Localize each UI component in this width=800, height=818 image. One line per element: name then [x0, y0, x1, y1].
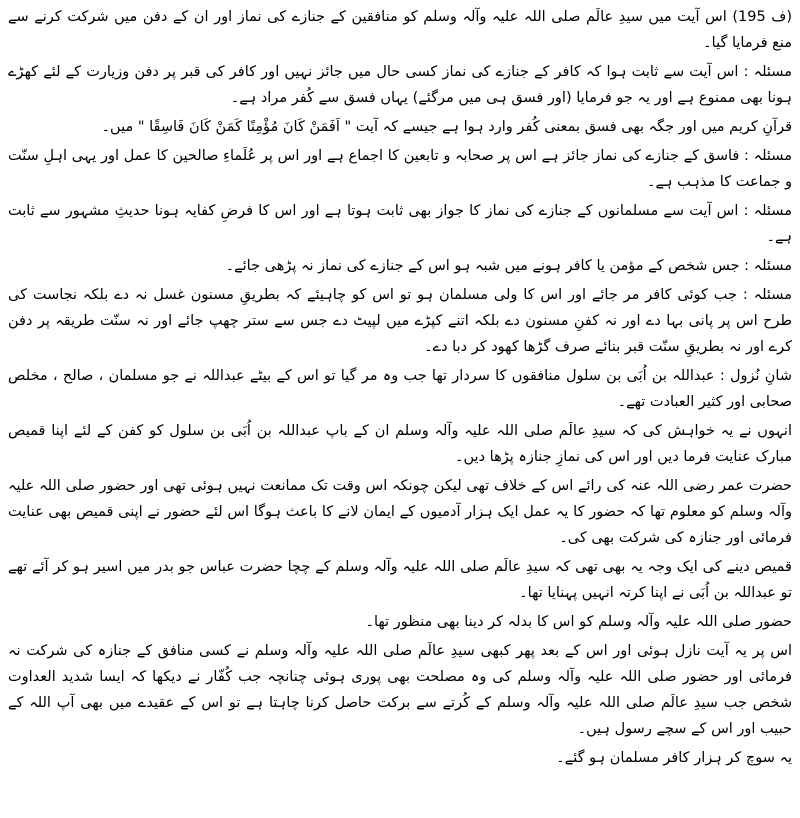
paragraph-masala-kafir-wali: مسئلہ : جب کوئی کافر مر جائے اور اس کا ولی مسلمان ہو تو اس کو چاہیئے کہ بطریقِ مسنون غسل نہ دے بلکہ نجاست کی طرح اس پر پانی بہا دے اور نہ کفنِ مسنون دے بلکہ اتنے کپڑے میں لپیٹ دے جس سے ستر چھپ جائے اور نہ سنّت طریقہ پر دفن کرے اور نہ بطریقِ سنّت قبر بنائے صرف گڑھا کھود کر دبا دے۔: [8, 287, 792, 355]
paragraph-footnote-195: (ف 195) اس آیت میں سیدِ عالَم صلی اللہ علیہ وآلہ وسلم کو منافقین کے جنازے کی نماز اور ان کے دفن میں شرکت کرنے سے منع فرمایا گیا۔: [8, 9, 792, 51]
paragraph-ayat-nazil: اس پر یہ آیت نازل ہوئی اور اس کے بعد پھر کبھی سیدِ عالَم صلی اللہ علیہ وآلہ وسلم نے کسی منافق کے جنازہ کی شرکت نہ فرمائی اور حضور صلی اللہ علیہ وآلہ وسلم کی وہ مصلحت بھی پوری ہوئی چنانچہ جب کُفّار نے دیکھا کہ ایسا شدید العداوت شخص جب سیدِ عالَم صلی اللہ علیہ وآلہ وسلم کے کُرتے سے برکت حاصل کرنا چاہتا ہے تو اس کے عقیدے میں بھی آپ اللہ کے حبیب اور اس کے سچے رسول ہیں۔: [8, 643, 792, 737]
paragraph-masala-fasiq: مسئلہ : فاسق کے جنازے کی نماز جائز ہے اس پر صحابہ و تابعین کا اجماع ہے اور اس پر عُلَماءِ صالحین کا عمل اور یہی اہلِ سنّت و جماعت کا مذہب ہے۔: [8, 148, 792, 190]
paragraph-fisq-kufr: قرآنِ کریم میں اور جگہ بھی فسق بمعنی کُفر وارد ہوا ہے جیسے کہ آیت " اَفَمَنْ کَانَ مُؤْمِنًا کَمَنْ کَانَ فَاسِقًا " میں۔: [101, 119, 792, 135]
paragraph-masala-kafir-janaza: مسئلہ : اس آیت سے ثابت ہوا کہ کافر کے جنازے کی نماز کسی حال میں جائز نہیں اور کافر کی قبر پر دفن وزیارت کے لئے کھڑے ہونا بھی ممنوع ہے اور یہ جو فرمایا (اور فسق ہی میں مرگئے) یہاں فسق سے کُفر مراد ہے۔: [8, 64, 792, 106]
paragraph-hazrat-umar: حضرت عمر رضی اللہ عنہ کی رائے اس کے خلاف تھی لیکن چونکہ اس وقت تک ممانعت نہیں ہوئی تھی اور حضور صلی اللہ علیہ وآلہ وسلم کو معلوم تھا کہ حضور کا یہ عمل ایک ہزار آدمیوں کے ایمان لانے کا باعث ہوگا اس لئے حضور نے اپنی قمیص بھی عنایت فرمائی اور جنازہ کی شرکت بھی کی۔: [8, 478, 792, 546]
paragraph-shan-e-nuzul: شانِ نُزول : عبداللہ بن اُبَی بن سلول منافقوں کا سردار تھا جب وہ مر گیا تو اس کے بیٹے عبداللہ نے جو مسلمان ، صالح ، مخلص صحابی اور کثیر العبادت تھے۔: [8, 368, 792, 410]
paragraph-masala-muslim-janaza: مسئلہ : اس آیت سے مسلمانوں کے جنازے کی نماز کا جواز بھی ثابت ہوتا ہے اور اس کا فرضِ کفایہ ہونا حدیثِ مشہور سے ثابت ہے۔: [8, 203, 792, 245]
paragraph-badla: حضور صلی اللہ علیہ وآلہ وسلم کو اس کا بدلہ کر دینا بھی منظور تھا۔: [365, 614, 792, 630]
paragraph-qamees-wajah: قمیص دینے کی ایک وجہ یہ بھی تھی کہ سیدِ عالَم صلی اللہ علیہ وآلہ وسلم کے چچا حضرت عباس جو بدر میں اسیر ہو کر آئے تھے تو عبداللہ بن اُبَی نے اپنا کرتہ انہیں پہنایا تھا۔: [8, 559, 792, 601]
paragraph-khwahish: انہوں نے یہ خواہش کی کہ سیدِ عالَم صلی اللہ علیہ وآلہ وسلم ان کے باپ عبداللہ بن اُبَی بن سلول کو کفن کے لئے اپنا قمیص مبارک عنایت فرما دیں اور اس کی نمازِ جنازہ پڑھا دیں۔: [8, 423, 792, 465]
paragraph-masala-shubha: مسئلہ : جس شخص کے مؤمن یا کافر ہونے میں شبہ ہو اس کے جنازے کی نماز نہ پڑھی جائے۔: [225, 258, 792, 274]
paragraph-hazar-kafir: یہ سوچ کر ہزار کافر مسلمان ہو گئے۔: [556, 750, 792, 766]
